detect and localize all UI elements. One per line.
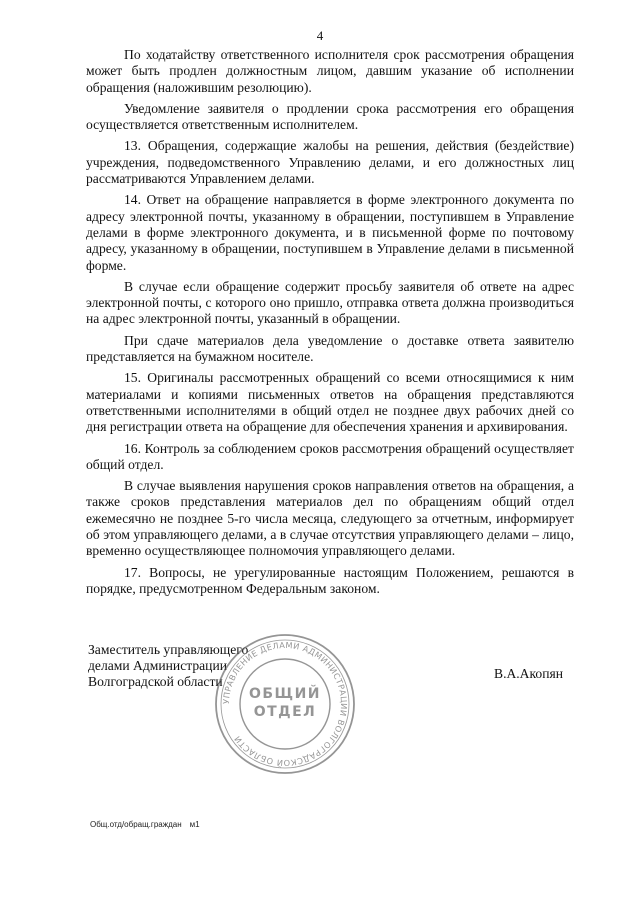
document-body	[86, 47, 574, 602]
signatory-title-line: Заместитель управляющего	[88, 642, 249, 657]
footer-path: Общ.отд/обращ.граждан	[90, 820, 182, 829]
stamp-ring-text: УПРАВЛЕНИЕ ДЕЛАМИ АДМИНИСТРАЦИИ ВОЛГОГРАДСКОЙ ОБЛАСТИ	[220, 639, 350, 769]
signatory-title-line: Волгоградской области	[88, 674, 223, 689]
paragraph: 13. Обращения, содержащие жалобы на решения, действия (бездействие) учреждения, подведомственного Управлению делами, и его должностных лиц рассматриваются Управлением делами.	[86, 138, 574, 187]
paragraph: Уведомление заявителя о продлении срока рассмотрения его обращения осуществляется ответственным исполнителем.	[86, 100, 574, 133]
paragraph: 16. Контроль за соблюдением сроков рассмотрения обращений осуществляет общий отдел.	[86, 440, 574, 472]
paragraph: При сдаче материалов дела уведомление о доставке ответа заявителю представляется на бумажном носителе.	[86, 332, 574, 365]
official-stamp-icon	[213, 632, 357, 776]
signatory-title-line: делами Администрации	[88, 658, 227, 673]
footer-mark: м1	[189, 820, 200, 829]
paragraph: 17. Вопросы, не урегулированные настоящим Положением, решаются в порядке, предусмотренном Федеральным законом.	[86, 564, 574, 596]
document-footer	[90, 820, 200, 829]
paragraph: В случае если обращение содержит просьбу заявителя об ответе на адрес электронной почты, с которого оно пришло, отправка ответа должна производиться на адрес электронной почты, указанный в обращении.	[86, 278, 574, 327]
stamp-center-line: ОТДЕЛ	[253, 704, 317, 720]
paragraph: В случае выявления нарушения сроков направления ответов на обращения, а также сроков представления материалов дел по обращениям общий отдел ежемесячно не позднее 5-го числа месяца, следующего за отчетным, информирует об этом управляющего делами, а в случае отсутствия управляющего делами – лицо, временно осуществляющее полномочия управляющего делами.	[86, 478, 574, 559]
page-number: 4	[316, 28, 324, 43]
stamp-center-line: ОБЩИЙ	[248, 686, 322, 702]
signatory-name: В.А.Акопян	[494, 666, 564, 681]
paragraph: 15. Оригиналы рассмотренных обращений со всеми относящимися к ним материалами и копиями письменных ответов на обращения представляются ответственными исполнителями в общий отдел не позднее двух рабочих дней со дня регистрации ответа на обращение для обеспечения хранения и архивирования.	[86, 370, 574, 435]
paragraph: По ходатайству ответственного исполнителя срок рассмотрения обращения может быть продлен должностным лицом, давшим указание об исполнении обращения (наложившим резолюцию).	[86, 47, 574, 95]
paragraph: 14. Ответ на обращение направляется в форме электронного документа по адресу электронной почты, указанному в обращении, поступившем в Управление делами в форме электронного документа, и в письменной форме по почтовому адресу, указанному в обращении, поступившем в Управление делами в письменной форме.	[86, 192, 574, 273]
